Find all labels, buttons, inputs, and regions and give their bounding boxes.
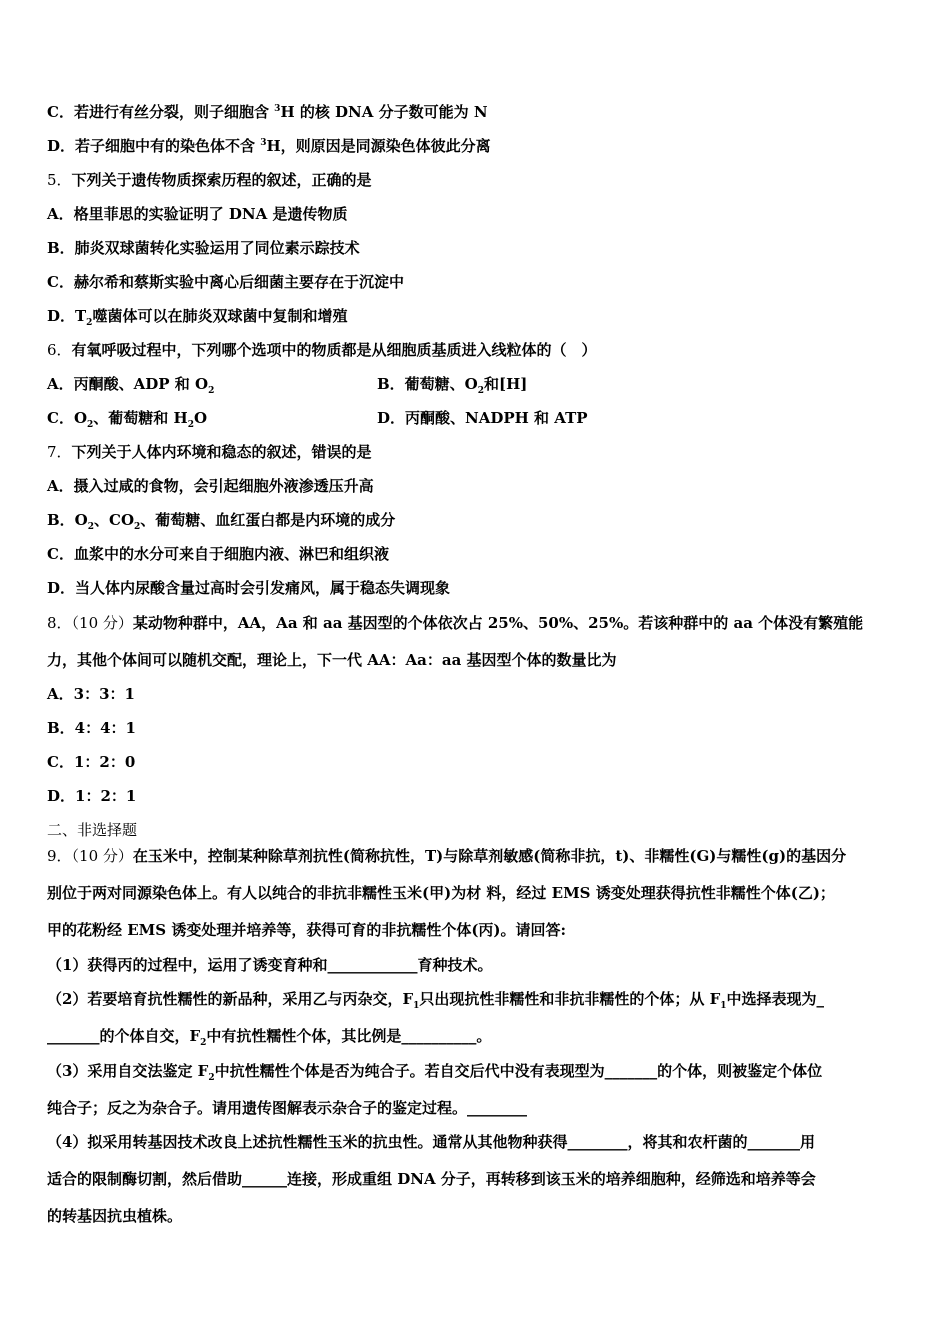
q6-option-a: A．丙酮酸、ADP 和 $O_2$ — [47, 375, 215, 396]
q9-part4-line1: （4）拟采用转基因技术改良上述抗性糯性玉米的抗虫性。通常从其他物种获得________，将其和农杆菌的_______用 — [47, 1133, 815, 1151]
q7-option-c: C．血浆中的水分可来自于细胞内液、淋巴和组织液 — [47, 545, 389, 563]
q6-options-row1 — [47, 374, 906, 394]
q9-part3-line2: 纯合子；反之为杂合子。请用遗传图解表示杂合子的鉴定过程。________ — [47, 1099, 528, 1117]
q5-option-c: C．赫尔希和蔡斯实验中离心后细菌主要存在于沉淀中 — [47, 273, 404, 291]
q8-option-c: C．1：2：0 — [47, 753, 136, 771]
q6-option-b: B．葡萄糖、$O_2$和[H] — [377, 375, 528, 396]
q6-number: 6． — [47, 341, 72, 359]
q9-stem-line1: 9．（10 分）在玉米中，控制某种除草剂抗性(简称抗性，T)与除草剂敏感(简称非抗，t)、非糯性(G)与糯性(g)的基因分 — [47, 847, 847, 865]
q9-number: 9．（10 分） — [47, 847, 133, 865]
q8-stem-line2: 力，其他个体间可以随机交配，理论上，下一代 AA：Aa：aa 基因型个体的数量比为 — [47, 651, 617, 669]
q5-number: 5． — [47, 171, 72, 189]
q8-number: 8．（10 分） — [47, 614, 133, 632]
q4-option-d: D．若子细胞中有的染色体不含 $^3$H，则原因是同源染色体彼此分离 — [47, 137, 491, 155]
q9-part4-line2: 适合的限制酶切割，然后借助______连接，形成重组 DNA 分子，再转移到该玉米的培养细胞种，经筛选和培养等会 — [47, 1170, 816, 1188]
q5-option-b: B．肺炎双球菌转化实验运用了同位素示踪技术 — [47, 239, 360, 257]
q9-part4-line3: 的转基因抗虫植株。 — [47, 1207, 183, 1225]
q9-stem-line3: 甲的花粉经 EMS 诱变处理并培养等，获得可育的非抗糯性个体(丙)。请回答: — [47, 921, 567, 939]
q9-stem-line2: 别位于两对同源染色体上。有人以纯合的非抗非糯性玉米(甲)为材 料，经过 EMS 诱变处理获得抗性非糯性个体(乙)； — [47, 884, 835, 902]
q8-option-b: B．4：4：1 — [47, 719, 136, 737]
q5-stem: 5．下列关于遗传物质探索历程的叙述，正确的是 — [47, 171, 372, 189]
q7-number: 7． — [47, 443, 72, 461]
q8-option-d: D．1：2：1 — [47, 787, 137, 805]
q6-stem: 6．有氧呼吸过程中，下列哪个选项中的物质都是从细胞质基质进入线粒体的（ ） — [47, 341, 597, 359]
q5-option-a: A．格里菲思的实验证明了 DNA 是遗传物质 — [47, 205, 348, 223]
q7-option-a: A．摄入过咸的食物，会引起细胞外液渗透压升高 — [47, 477, 374, 495]
q8-stem-line1: 8．（10 分）某动物种群中，AA，Aa 和 aa 基因型的个体依次占 25%、50%、25%。若该种群中的 aa 个体没有繁殖能 — [47, 614, 864, 632]
q6-options-row2 — [47, 408, 906, 428]
q6-option-d: D．丙酮酸、NADPH 和 ATP — [377, 409, 588, 427]
q6-option-c: C．$O_2$、葡萄糖和 $H_2O$ — [47, 409, 208, 430]
q9-part3-line1: （3）采用自交法鉴定 $F_2$中抗性糯性个体是否为纯合子。若自交后代中没有表现型为_______的个体，则被鉴定个体位 — [47, 1062, 823, 1083]
q9-part2-line2: _______的个体自交，$F_2$中有抗性糯性个体，其比例是__________。 — [47, 1027, 492, 1048]
section-heading: 二、非选择题 — [47, 821, 138, 839]
q4-option-c: C．若进行有丝分裂，则子细胞含 $^3$H 的核 DNA 分子数可能为 N — [47, 103, 488, 121]
q7-stem: 7．下列关于人体内环境和稳态的叙述，错误的是 — [47, 443, 372, 461]
q5-option-d: D．$T_2$噬菌体可以在肺炎双球菌中复制和增殖 — [47, 307, 348, 328]
q7-option-d: D．当人体内尿酸含量过高时会引发痛风，属于稳态失调现象 — [47, 579, 451, 597]
q8-option-a: A．3：3：1 — [47, 685, 135, 703]
q9-part1: （1）获得丙的过程中，运用了诱变育种和____________育种技术。 — [47, 956, 493, 974]
q7-option-b: B．$O_2$、$CO_2$、葡萄糖、血红蛋白都是内环境的成分 — [47, 511, 396, 532]
q9-part2-line1: （2）若要培育抗性糯性的新品种，采用乙与丙杂交，$F_1$只出现抗性非糯性和非抗非糯性的个体；从 $F_1$中选择表现为_ — [47, 990, 825, 1011]
